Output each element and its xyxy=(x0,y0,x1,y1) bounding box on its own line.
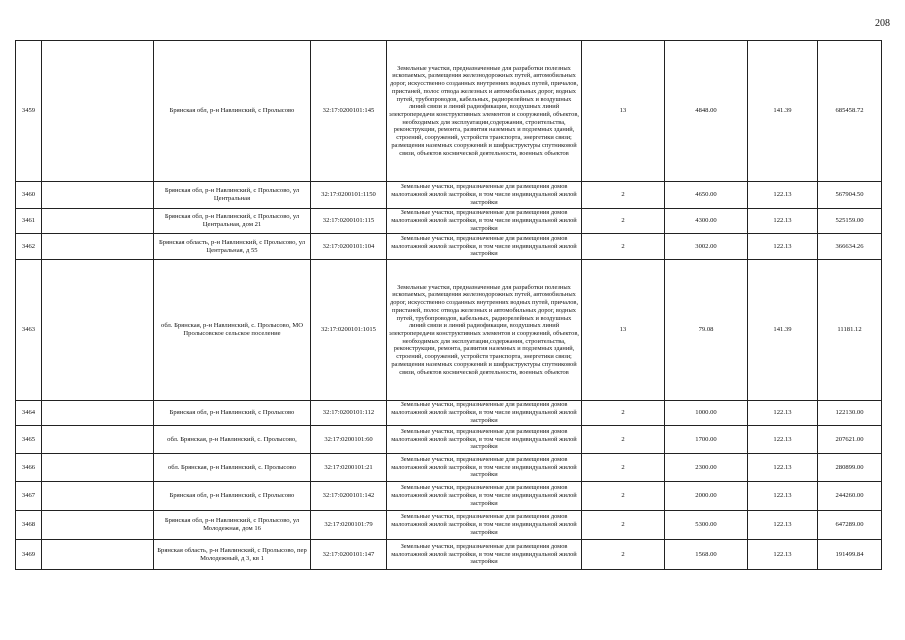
address-cell: Брянская обл, р-н Навлинский, с Пролысово xyxy=(154,482,311,511)
table-body xyxy=(16,41,882,570)
cadastral-number-cell: 32:17:0200101:145 xyxy=(311,41,387,182)
row-number-cell: 3460 xyxy=(16,182,42,209)
group-cell: 2 xyxy=(582,482,665,511)
cadastral-number-cell: 32:17:0200101:21 xyxy=(311,454,387,482)
address-cell: Брянская обл, р-н Навлинский, с Пролысово, ул Молодежная, дом 16 xyxy=(154,511,311,540)
area-cell: 4848.00 xyxy=(665,41,748,182)
specific-value-cell: 122.13 xyxy=(748,401,818,426)
group-cell: 2 xyxy=(582,454,665,482)
cadastral-value-cell: 122130.00 xyxy=(818,401,882,426)
area-cell: 4300.00 xyxy=(665,209,748,234)
area-cell: 4650.00 xyxy=(665,182,748,209)
empty-cell xyxy=(42,234,154,260)
area-cell: 79.08 xyxy=(665,260,748,401)
table-row xyxy=(16,209,882,234)
area-cell: 1700.00 xyxy=(665,426,748,454)
land-use-cell: Земельные участки, предназначенные для размещения домов малоэтажной жилой застройки, в том числе индивидуальной жилой застройки xyxy=(387,234,582,260)
land-use-cell: Земельные участки, предназначенные для размещения домов малоэтажной жилой застройки, в том числе индивидуальной жилой застройки xyxy=(387,209,582,234)
land-use-cell: Земельные участки, предназначенные для размещения домов малоэтажной жилой застройки, в том числе индивидуальной жилой застройки xyxy=(387,511,582,540)
group-cell: 2 xyxy=(582,401,665,426)
row-number-cell: 3459 xyxy=(16,41,42,182)
cadastral-number-cell: 32:17:0200101:142 xyxy=(311,482,387,511)
specific-value-cell: 122.13 xyxy=(748,482,818,511)
specific-value-cell: 122.13 xyxy=(748,511,818,540)
area-cell: 1568.00 xyxy=(665,540,748,570)
address-cell: обл. Брянская, р-н Навлинский, с. Пролысово xyxy=(154,454,311,482)
address-cell: Брянская обл, р-н Навлинский, с Пролысово xyxy=(154,401,311,426)
specific-value-cell: 122.13 xyxy=(748,234,818,260)
address-cell: Брянская обл, р-н Навлинский, с Пролысово, ул Центральная xyxy=(154,182,311,209)
table-row xyxy=(16,401,882,426)
cadastral-number-cell: 32:17:0200101:147 xyxy=(311,540,387,570)
cadastral-value-cell: 11181.12 xyxy=(818,260,882,401)
row-number-cell: 3466 xyxy=(16,454,42,482)
land-use-cell: Земельные участки, предназначенные для размещения домов малоэтажной жилой застройки, в том числе индивидуальной жилой застройки xyxy=(387,426,582,454)
row-number-cell: 3465 xyxy=(16,426,42,454)
cadastral-number-cell: 32:17:0200101:79 xyxy=(311,511,387,540)
cadastral-value-cell: 366634.26 xyxy=(818,234,882,260)
specific-value-cell: 122.13 xyxy=(748,540,818,570)
table-row xyxy=(16,41,882,182)
address-cell: обл. Брянская, р-н Навлинский, с. Пролысово, МО Пролысовское сельское поселение xyxy=(154,260,311,401)
table-row xyxy=(16,234,882,260)
table-row xyxy=(16,260,882,401)
cadastral-value-cell: 191499.84 xyxy=(818,540,882,570)
address-cell: Брянская область, р-н Навлинский, с Пролысово, ул Центральная, д 55 xyxy=(154,234,311,260)
empty-cell xyxy=(42,209,154,234)
table-row xyxy=(16,482,882,511)
cadastral-value-cell: 525159.00 xyxy=(818,209,882,234)
row-number-cell: 3468 xyxy=(16,511,42,540)
group-cell: 2 xyxy=(582,209,665,234)
specific-value-cell: 122.13 xyxy=(748,182,818,209)
land-use-cell: Земельные участки, предназначенные для разработки полезных ископаемых, размещения железнодорожных путей, автомобильных дорог, искусственно созданных внутренних водных путей, причалов, пристаней, полос отвода железных и автомобильных дорог, водных путей, трубопроводов, кабельных, радиорелейных и воздушных линий связи и линий радиофикации, воздушных линий электропередачи конструктивных элементов и сооружений, объектов, необходимых для эксплуатации,содержания, строительства, реконструкции, ремонта, развития наземных и подземных зданий, строений, сооружений, устройств транспорта, энергетики связи; размещения наземных сооружений и шифраструктуры спутниковой связи, объектов космической деятельности, военных объектов xyxy=(387,260,582,401)
empty-cell xyxy=(42,426,154,454)
cadastral-number-cell: 32:17:0200101:60 xyxy=(311,426,387,454)
cadastral-value-cell: 207621.00 xyxy=(818,426,882,454)
cadastral-number-cell: 32:17:0200101:115 xyxy=(311,209,387,234)
area-cell: 3002.00 xyxy=(665,234,748,260)
cadastral-value-cell: 567904.50 xyxy=(818,182,882,209)
cadastral-value-cell: 244260.00 xyxy=(818,482,882,511)
cadastral-value-cell: 647289.00 xyxy=(818,511,882,540)
empty-cell xyxy=(42,41,154,182)
land-use-cell: Земельные участки, предназначенные для размещения домов малоэтажной жилой застройки, в том числе индивидуальной жилой застройки xyxy=(387,454,582,482)
group-cell: 2 xyxy=(582,182,665,209)
area-cell: 1000.00 xyxy=(665,401,748,426)
group-cell: 13 xyxy=(582,41,665,182)
address-cell: Брянская обл, р-н Навлинский, с Пролысово xyxy=(154,41,311,182)
empty-cell xyxy=(42,454,154,482)
group-cell: 2 xyxy=(582,511,665,540)
specific-value-cell: 122.13 xyxy=(748,454,818,482)
row-number-cell: 3461 xyxy=(16,209,42,234)
cadastral-number-cell: 32:17:0200101:1015 xyxy=(311,260,387,401)
group-cell: 13 xyxy=(582,260,665,401)
table-row xyxy=(16,454,882,482)
empty-cell xyxy=(42,540,154,570)
address-cell: обл. Брянская, р-н Навлинский, с. Пролысово, xyxy=(154,426,311,454)
cadastral-number-cell: 32:17:0200101:104 xyxy=(311,234,387,260)
address-cell: Брянская обл, р-н Навлинский, с Пролысово, ул Центральная, дом 21 xyxy=(154,209,311,234)
table-row xyxy=(16,511,882,540)
table-row xyxy=(16,540,882,570)
land-use-cell: Земельные участки, предназначенные для разработки полезных ископаемых, размещения железнодорожных путей, автомобильных дорог, искусственно созданных внутренних водных путей, причалов, пристаней, полос отвода железных и автомобильных дорог, водных путей, трубопроводов, кабельных, радиорелейных и воздушных линий связи и линий радиофикации, воздушных линий электропередачи конструктивных элементов и сооружений, объектов, необходимых для эксплуатации,содержания, строительства, реконструкции, ремонта, развития наземных и подземных зданий, строений, сооружений, устройств транспорта, энергетики связи; размещения наземных сооружений и шифраструктуры спутниковой связи, объектов космической деятельности, военных объектов xyxy=(387,41,582,182)
group-cell: 2 xyxy=(582,426,665,454)
empty-cell xyxy=(42,260,154,401)
specific-value-cell: 141.39 xyxy=(748,260,818,401)
land-cadastral-table xyxy=(15,40,882,570)
group-cell: 2 xyxy=(582,540,665,570)
land-use-cell: Земельные участки, предназначенные для размещения домов малоэтажной жилой застройки, в том числе индивидуальной жилой застройки xyxy=(387,401,582,426)
row-number-cell: 3464 xyxy=(16,401,42,426)
area-cell: 2300.00 xyxy=(665,454,748,482)
land-use-cell: Земельные участки, предназначенные для размещения домов малоэтажной жилой застройки, в том числе индивидуальной жилой застройки xyxy=(387,540,582,570)
table-row xyxy=(16,182,882,209)
row-number-cell: 3469 xyxy=(16,540,42,570)
empty-cell xyxy=(42,401,154,426)
page-number: 208 xyxy=(875,18,890,29)
cadastral-value-cell: 280899.00 xyxy=(818,454,882,482)
empty-cell xyxy=(42,511,154,540)
row-number-cell: 3462 xyxy=(16,234,42,260)
empty-cell xyxy=(42,182,154,209)
specific-value-cell: 122.13 xyxy=(748,426,818,454)
area-cell: 5300.00 xyxy=(665,511,748,540)
specific-value-cell: 122.13 xyxy=(748,209,818,234)
land-use-cell: Земельные участки, предназначенные для размещения домов малоэтажной жилой застройки, в том числе индивидуальной жилой застройки xyxy=(387,482,582,511)
empty-cell xyxy=(42,482,154,511)
address-cell: Брянская область, р-н Навлинский, с Пролысово, пер Молодежный, д 3, кв 1 xyxy=(154,540,311,570)
specific-value-cell: 141.39 xyxy=(748,41,818,182)
row-number-cell: 3467 xyxy=(16,482,42,511)
area-cell: 2000.00 xyxy=(665,482,748,511)
cadastral-number-cell: 32:17:0200101:112 xyxy=(311,401,387,426)
land-use-cell: Земельные участки, предназначенные для размещения домов малоэтажной жилой застройки, в том числе индивидуальной жилой застройки xyxy=(387,182,582,209)
cadastral-value-cell: 685458.72 xyxy=(818,41,882,182)
cadastral-number-cell: 32:17:0200101:1150 xyxy=(311,182,387,209)
group-cell: 2 xyxy=(582,234,665,260)
row-number-cell: 3463 xyxy=(16,260,42,401)
table-row xyxy=(16,426,882,454)
